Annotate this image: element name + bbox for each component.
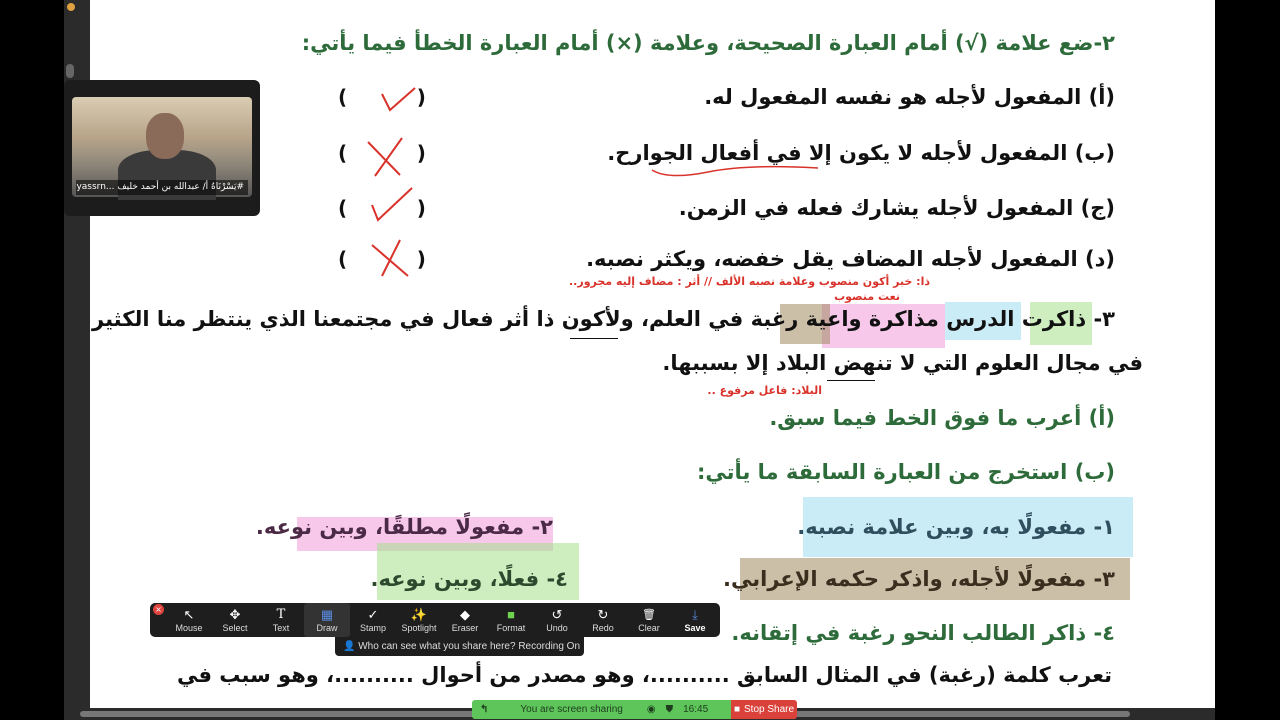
close-toolbar-icon[interactable]: × — [153, 604, 164, 615]
tool-eraser[interactable] — [442, 603, 488, 637]
answer-paren: ( ) — [338, 85, 426, 109]
tool-clear[interactable] — [626, 603, 672, 637]
tool-label: Redo — [592, 622, 614, 633]
q3-line-2: في مجال العلوم التي لا تنهض البلاد إلا بسببها. — [662, 351, 1143, 375]
zoom-logo-icon[interactable]: ↰ — [480, 704, 489, 715]
sub-item-2: ٢- مفعولًا مطلقًا، وبين نوعه. — [255, 515, 553, 539]
vertical-scrollbar[interactable] — [66, 64, 74, 78]
tool-format[interactable] — [488, 603, 534, 637]
sub-item-1: ١- مفعولًا به، وبين علامة نصبه. — [797, 515, 1115, 539]
screen-share-bar — [472, 700, 797, 719]
text-icon: T — [276, 606, 286, 622]
tool-label: Clear — [638, 622, 660, 633]
format-color-icon: ■ — [507, 606, 515, 622]
annotation-naat: نعت منصوب — [834, 290, 900, 303]
answer-paren: ( ) — [338, 247, 426, 271]
q3b: (ب) استخرج من العبارة السابقة ما يأتي: — [697, 460, 1115, 484]
tool-mouse[interactable] — [166, 603, 212, 637]
shield-icon[interactable]: ⛊ — [665, 704, 674, 715]
cross-icon — [372, 240, 408, 276]
q2-item-a: (أ) المفعول لأجله هو نفسه المفعول له. — [704, 85, 1115, 109]
tool-stamp[interactable] — [350, 603, 396, 637]
check-icon — [372, 188, 412, 220]
people-icon: 👤 — [343, 641, 359, 652]
red-underline — [648, 160, 828, 185]
mouse-icon: ↖ — [183, 606, 195, 622]
q4-fill: تعرب كلمة (رغبة) في المثال السابق ..........، وهو مصدر من أحوال ..........، وهو سبب في — [176, 663, 1112, 687]
tool-save[interactable] — [672, 603, 718, 637]
draw-icon: ▦ — [320, 606, 334, 622]
tool-label: Undo — [546, 622, 568, 633]
tooltip-text: Who can see what you share here? Recording On — [358, 641, 581, 652]
save-icon: ⤓ — [692, 606, 698, 622]
annotation-bilad: البلاد: فاعل مرفوع .. — [707, 384, 822, 397]
tool-label: Eraser — [451, 622, 479, 633]
q2-item-c: (ج) المفعول لأجله يشارك فعله في الزمن. — [678, 196, 1115, 220]
tool-undo[interactable] — [534, 603, 580, 637]
tool-label: Spotlight — [401, 622, 437, 633]
share-time: 16:45 — [683, 704, 709, 715]
q3a: (أ) أعرب ما فوق الخط فيما سبق. — [769, 406, 1115, 430]
recording-tooltip[interactable] — [335, 637, 584, 656]
tool-spotlight[interactable] — [396, 603, 442, 637]
tool-select[interactable] — [212, 603, 258, 637]
trash-icon: 🗑 — [642, 608, 656, 621]
redo-icon: ↻ — [597, 606, 609, 622]
answer-paren: ( ) — [338, 141, 426, 165]
tool-label: Save — [684, 622, 706, 633]
tool-label: Draw — [316, 622, 338, 633]
handwritten-marks — [360, 80, 430, 280]
spotlight-icon: ✨ — [410, 606, 428, 622]
tool-label: Format — [496, 622, 526, 633]
underline — [827, 380, 875, 381]
window-dot-icon — [67, 3, 75, 11]
annotation-dha-athar: ذا: خبر أكون منصوب وعلامة نصبه الألف // أثر : مضاف إليه مجرور.. — [569, 275, 930, 288]
q2-item-d: (د) المفعول لأجله المضاف يقل خفضه، ويكثر نصبه. — [586, 247, 1115, 271]
check-icon — [382, 88, 415, 110]
select-icon: ✥ — [229, 606, 241, 622]
tool-redo[interactable] — [580, 603, 626, 637]
answer-paren: ( ) — [338, 196, 426, 220]
q2-heading: ٢-ضع علامة (√) أمام العبارة الصحيحة، وعلامة (×) أمام العبارة الخطأ فيما يأتي: — [301, 31, 1115, 55]
participant-head — [146, 113, 184, 159]
q2-item-b: (ب) المفعول لأجله لا يكون إلا في أفعال الجوارح. — [607, 141, 1115, 165]
q4: ٤- ذاكر الطالب النحو رغبة في إتقانه. — [731, 621, 1115, 645]
tool-text[interactable] — [258, 603, 304, 637]
stop-icon: ■ — [733, 704, 740, 715]
tool-label: Select — [222, 622, 248, 633]
annotation-toolbar — [150, 603, 720, 637]
stop-share-button[interactable] — [731, 700, 797, 719]
sub-item-3: ٣- مفعولًا لأجله، واذكر حكمه الإعرابي. — [723, 567, 1115, 591]
stop-share-label: Stop Share — [744, 704, 795, 715]
q3-line-1: ٣- ذاكرت الدرس مذاكرة واعية رغبة في العلم، ولأكون ذا أثر فعال في مجتمعنا الذي ينتظر منا الكثير — [92, 307, 1115, 331]
tool-label: Mouse — [175, 622, 203, 633]
underline — [570, 338, 618, 339]
undo-icon: ↺ — [551, 606, 563, 622]
eraser-icon: ◆ — [460, 606, 470, 622]
sub-item-4: ٤- فعلًا، وبين نوعه. — [370, 567, 568, 591]
participant-name: #يَسْرْنَاهُ أ/ عبدالله بن أحمد خليف ...yassrn — [76, 180, 248, 195]
tool-draw[interactable] — [304, 603, 350, 637]
share-status: You are screen sharing — [520, 704, 623, 715]
tool-label: Text — [272, 622, 290, 633]
tool-label: Stamp — [359, 622, 386, 633]
record-icon[interactable]: ◉ — [646, 704, 656, 715]
cross-icon — [368, 138, 402, 176]
stamp-icon: ✓ — [367, 606, 379, 622]
